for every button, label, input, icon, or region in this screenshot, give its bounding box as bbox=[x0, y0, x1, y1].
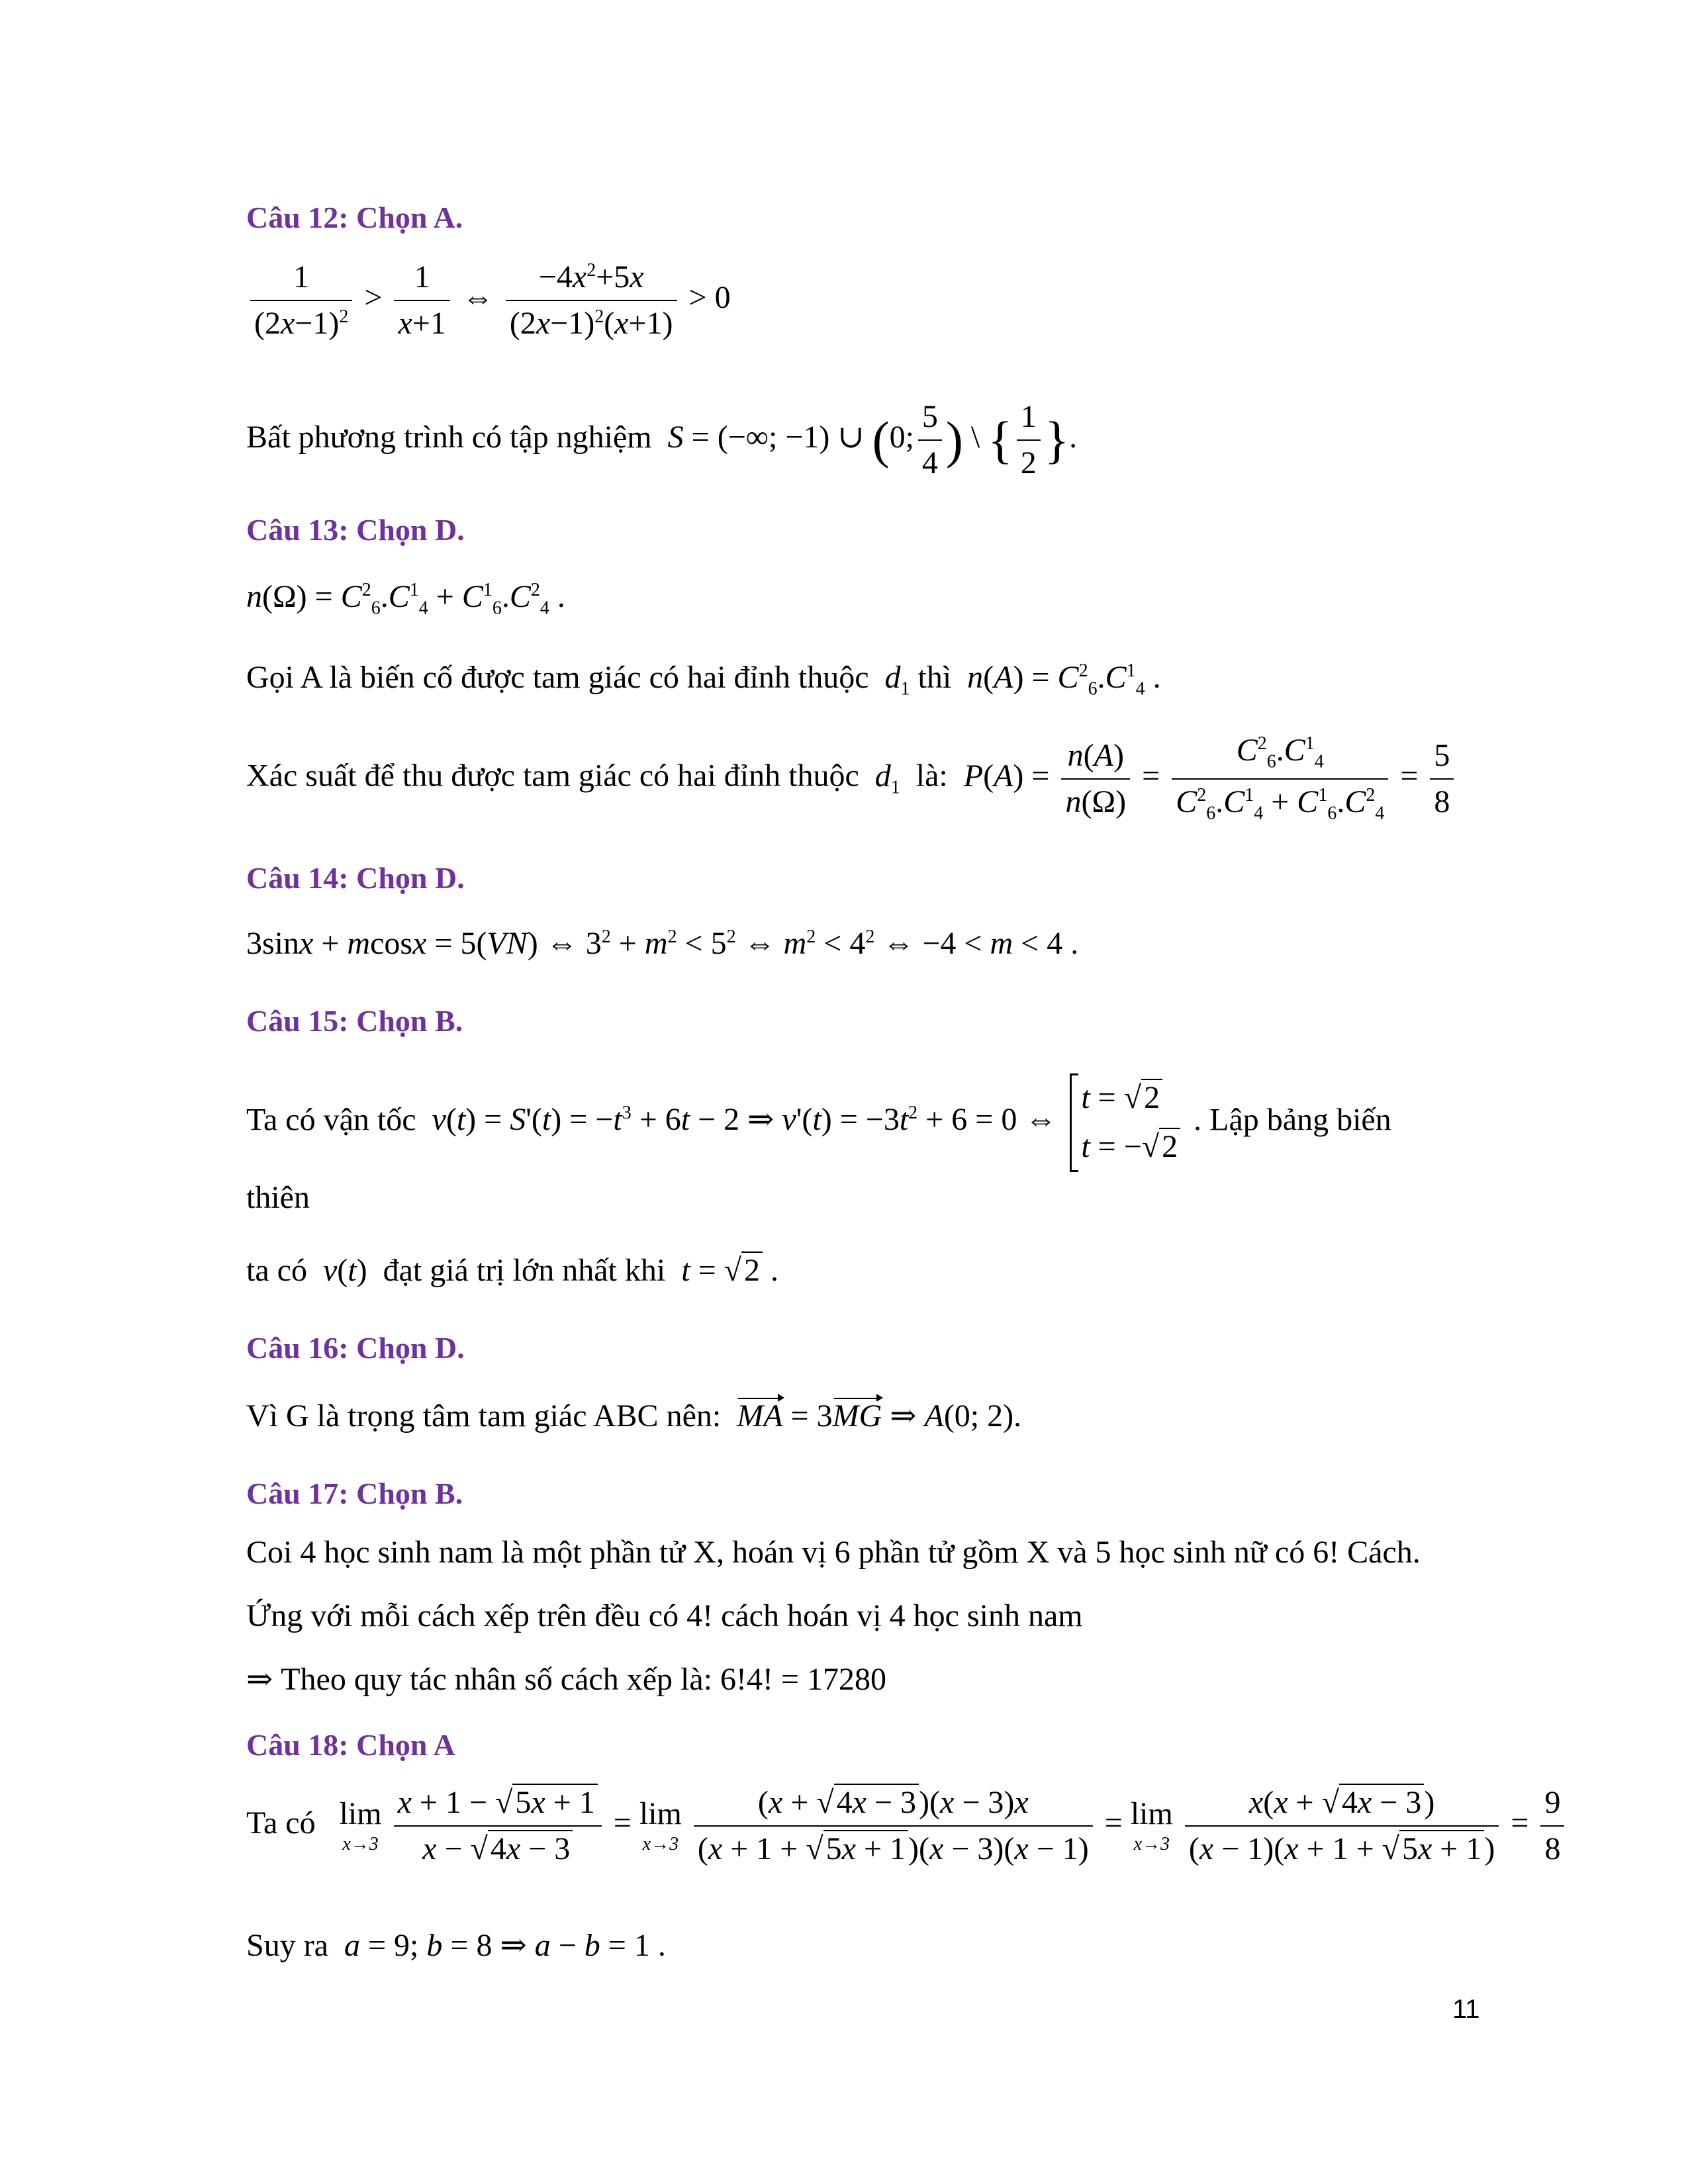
q15-max-line: ta có v(t) đạt giá trị lớn nhất khi t = √2 . bbox=[246, 1253, 778, 1288]
q16-line: Vì G là trọng tâm tam giác ABC nên: MA = 3MG ⇒ A(0; 2). bbox=[246, 1398, 1022, 1433]
q13-probability-mid: là: bbox=[915, 758, 948, 794]
q18-conclusion: Suy ra a = 9; b = 8 ⇒ a − b = 1 . bbox=[246, 1928, 666, 1963]
q16-text: Vì G là trọng tâm tam giác ABC nên: bbox=[246, 1398, 722, 1433]
q15-velocity-text: Ta có vận tốc bbox=[246, 1102, 416, 1138]
q12-inequality: $\frac{1}{(2x-1)^2}$ > $\frac{1}{x+1}$ ⇔ $\frac{-4x^2+5x}{(2x-1)^2(x+1)}$ > 0 bbox=[246, 261, 731, 340]
q18-limit-prefix: Ta có bbox=[246, 1805, 316, 1841]
q12-solution bbox=[246, 401, 1077, 479]
q15-max-text: đạt giá trị lớn nhất khi bbox=[383, 1253, 666, 1288]
q18-conclusion-prefix: Suy ra bbox=[246, 1928, 328, 1963]
q13-probability-line: Xác suất để thu được tam giác có hai đỉnh thuộc $d_1$ là: P(A) = $\frac{n(A)}{n(\Omega)}$ = $\frac{C^2_6.C^1_4}{C^2_6.C^1_4 + C^1_6.C^2_4}$ = $\frac{5}{8}$ bbox=[246, 735, 1458, 823]
q13-probability-text: Xác suất để thu được tam giác có hai đỉnh thuộc bbox=[246, 758, 859, 794]
q17-line1: Coi 4 học sinh nam là một phần tử X, hoán vị 6 phần tử gồm X và 5 học sinh nữ có 6! Cách. bbox=[246, 1535, 1421, 1570]
q15-max-prefix: ta có bbox=[246, 1253, 307, 1288]
q14-equation: 3sinx + mcosx = 5(VN) ⇔ $3^2 + m^2 < 5^2$ ⇔ $m^2 < 4^2$ ⇔ −4 < m < 4 . bbox=[246, 926, 1079, 961]
q17-heading: Câu 17: Chọn B. bbox=[246, 1477, 463, 1510]
q13-heading: Câu 13: Chọn D. bbox=[246, 513, 465, 547]
q12-heading: Câu 12: Chọn A. bbox=[246, 201, 463, 234]
q12-solution-set: S = (−∞; −1) ∪ (0; $\frac{5}{4}$ ) \ { $\frac{1}{2}$ }. bbox=[667, 399, 1078, 480]
q15-line2: thiên bbox=[246, 1180, 310, 1215]
q15-velocity-line: Ta có vận tốc $v(t) = S'(t) = -t^3 + 6t - 2$ ⇒ $v'(t) = -3t^2 + 6 = 0$ ⇔ t = √2 t = −√2 . Lập bảng biến bbox=[246, 1073, 1391, 1172]
q13-sample-space: $n(\Omega) = C^2_6.C^1_4 + C^1_6.C^2_4$ . bbox=[246, 579, 565, 619]
q12-solution-text: Bất phương trình có tập nghiệm bbox=[246, 420, 652, 455]
q13-event-line: Gọi A là biến cố được tam giác có hai đỉnh thuộc $d_1$ thì $n(A) = C^2_6.C^1_4$ . bbox=[246, 660, 1161, 700]
q13-event-text: Gọi A là biến cố được tam giác có hai đỉnh thuộc bbox=[246, 660, 869, 695]
q15-heading: Câu 15: Chọn B. bbox=[246, 1004, 463, 1038]
q17-line3: ⇒ Theo quy tác nhân số cách xếp là: 6!4! = 17280 bbox=[246, 1662, 887, 1697]
q14-heading: Câu 14: Chọn D. bbox=[246, 861, 465, 895]
q16-heading: Câu 16: Chọn D. bbox=[246, 1331, 465, 1365]
q17-line2: Ứng với mỗi cách xếp trên đều có 4! cách hoán vị 4 học sinh nam bbox=[246, 1598, 1083, 1633]
q15-solution-system: t = √2 t = −√2 bbox=[1070, 1073, 1180, 1172]
q13-event-mid: thì bbox=[917, 660, 952, 695]
page-number: 11 bbox=[1452, 1995, 1480, 2024]
q17-line3-text: Theo quy tác nhân số cách xếp là: 6!4! = 17280 bbox=[281, 1662, 887, 1697]
q15-velocity-suffix: . Lập bảng biến bbox=[1194, 1102, 1391, 1138]
q18-limit-line: Ta có lim x→3 $\frac{x + 1 - √5x + 1}{x - √4x - 3}$ = lim x→3 $\frac{(x + √4x - 3)(x - 3)x}{(x + 1 + √5x + 1)(x - 3)(x - 1)}$ = lim x→3 $\frac{x(x + √4x - 3)}{(x - 1)(x + 1 + √5x + 1)}$ = $\frac{9}{8}$ bbox=[246, 1787, 1568, 1865]
q18-heading: Câu 18: Chọn A bbox=[246, 1728, 455, 1762]
